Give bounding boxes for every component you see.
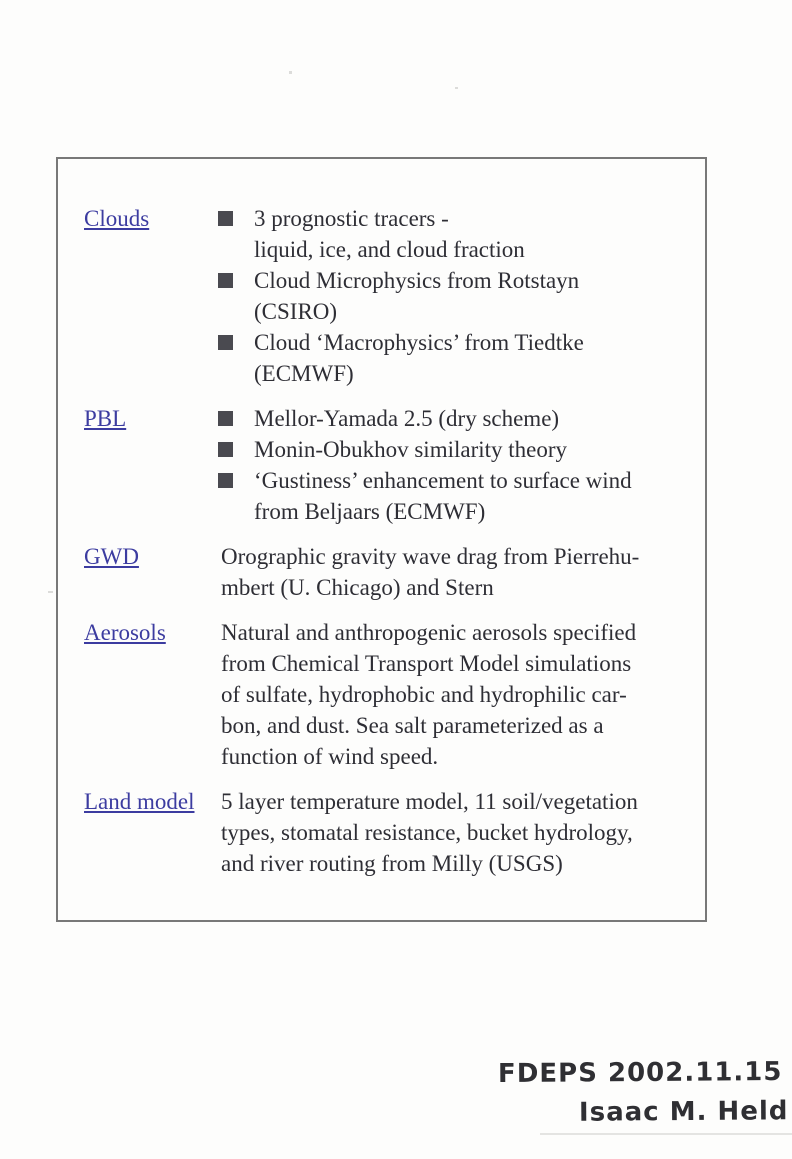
text-line: (ECMWF) (254, 361, 354, 386)
text-line: Cloud Microphysics from Rotstayn (254, 268, 580, 293)
scan-smudge-line (540, 1133, 792, 1135)
list-item (221, 403, 632, 434)
row-aerosols (84, 617, 705, 772)
text-line: 5 layer temperature model, 11 soil/vegetation (221, 789, 638, 814)
row-land-model (84, 786, 705, 879)
text-line: Mellor-Yamada 2.5 (dry scheme) (254, 406, 560, 431)
label-column (84, 203, 221, 389)
text-line: Orographic gravity wave drag from Pierrehu- (221, 544, 640, 569)
bullet-square-icon (218, 335, 233, 350)
list-item-text (254, 465, 632, 527)
label-column (84, 617, 221, 772)
list-item-text (254, 203, 525, 265)
text-line: liquid, ice, and cloud fraction (254, 237, 525, 262)
handwritten-date: FDEPS 2002.11.15 (497, 1057, 783, 1089)
text-line: from Beljaars (ECMWF) (254, 499, 486, 524)
list-item-text (254, 403, 559, 434)
term-link-land-model[interactable]: Land model (84, 789, 195, 814)
text-line: and river routing from Milly (USGS) (221, 851, 563, 876)
bullet-square-icon (218, 411, 233, 426)
gwd-content (221, 541, 639, 603)
term-link-pbl[interactable]: PBL (84, 406, 127, 431)
pbl-content (221, 403, 632, 527)
scan-speck (455, 87, 458, 89)
row-clouds (84, 203, 705, 389)
row-gwd (84, 541, 705, 603)
text-line: Cloud ‘Macrophysics’ from Tiedtke (254, 330, 584, 355)
text-line: bon, and dust. Sea salt parameterized as a (221, 713, 604, 738)
label-column (84, 541, 221, 603)
bullet-square-icon (218, 473, 233, 488)
list-item (221, 434, 632, 465)
text-line: Natural and anthropogenic aerosols specified (221, 620, 637, 645)
scan-speck (48, 591, 53, 593)
list-item (221, 465, 632, 527)
list-item (221, 327, 584, 389)
text-line: types, stomatal resistance, bucket hydrology, (221, 820, 633, 845)
term-link-aerosols[interactable]: Aerosols (84, 620, 166, 645)
text-line: 3 prognostic tracers - (254, 206, 449, 231)
list-item (221, 265, 584, 327)
bullet-square-icon (218, 442, 233, 457)
term-link-gwd[interactable]: GWD (84, 544, 139, 569)
label-column (84, 403, 221, 527)
text-line: mbert (U. Chicago) and Stern (221, 575, 494, 600)
bullet-square-icon (218, 273, 233, 288)
label-column (84, 786, 221, 879)
row-pbl (84, 403, 705, 527)
land-model-content (221, 786, 638, 879)
scan-speck (289, 71, 292, 74)
text-line: function of wind speed. (221, 744, 439, 769)
list-item-text (254, 265, 579, 327)
list-item-text (254, 327, 584, 389)
term-link-clouds[interactable]: Clouds (84, 206, 150, 231)
aerosols-content (221, 617, 636, 772)
model-components-panel (56, 157, 707, 922)
bullet-square-icon (218, 211, 233, 226)
text-line: Monin-Obukhov similarity theory (254, 437, 568, 462)
text-line: from Chemical Transport Model simulations (221, 651, 632, 676)
handwritten-author: Isaac M. Held (578, 1096, 789, 1128)
text-line: (CSIRO) (254, 299, 338, 324)
text-line: ‘Gustiness’ enhancement to surface wind (254, 468, 632, 493)
text-line: of sulfate, hydrophobic and hydrophilic car- (221, 682, 627, 707)
list-item-text (254, 434, 567, 465)
clouds-content (221, 203, 584, 389)
list-item (221, 203, 584, 265)
